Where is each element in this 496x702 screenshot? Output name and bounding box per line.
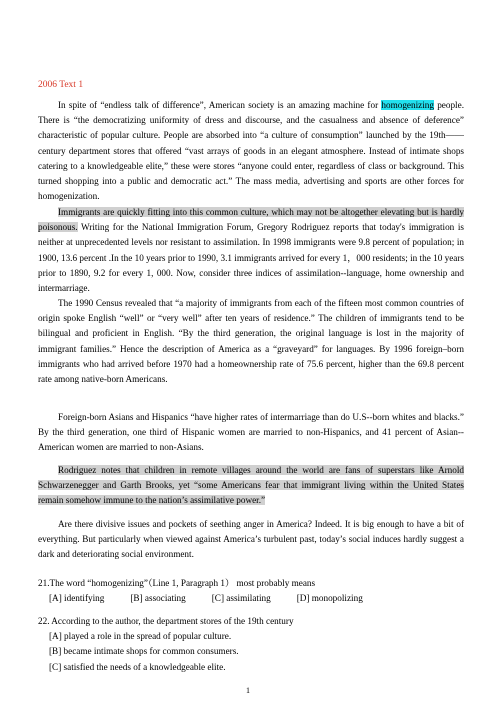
question-21-option-a: [A] identifying	[49, 593, 105, 604]
question-21-options	[38, 591, 468, 606]
paragraph-1-text-start: In spite of “endless talk of difference”, American society is an amazing machine for	[58, 100, 382, 110]
question-22-stem: 22. According to the author, the department stores of the 19th century	[38, 616, 294, 626]
question-21-stem: 21.The word “homogenizing”（Line 1, Paragraph 1） most probably means	[38, 578, 316, 588]
question-22-option-a: [A] played a role in the spread of popular culture.	[49, 631, 232, 642]
question-21	[38, 576, 468, 606]
paragraph-3: The 1990 Census revealed that “a majority of immigrants from each of the fifteen most common countries of origin spoke English “well” or “very well” after ten years of residence.” The children of immigrants tend to be bilingual and proficient in English. “By the third generation, the original language is lost in the majority of immigrant families.” Hence the description of America as a “graveyard” for languages. By 1996 foreign–born immigrants who had arrived before 1970 had a homeownership rate of 75.6 percent, higher than the 69.8 percent rate among native-born Americans.	[38, 298, 464, 385]
question-22-option-b: [B] became intimate shops for common consumers.	[49, 646, 239, 657]
paragraph-4: Foreign-born Asians and Hispanics “have higher rates of intermarriage than do U.S--born whites and blacks.” By the third generation, one third of Hispanic women are married to non-Hispanics, and 41 percent of Asian--American women are married to non-Asians.	[38, 412, 464, 453]
paragraph-6: Are there divisive issues and pockets of seething anger in America? Indeed. It is big enough to have a bit of everything. But particularly when viewed against America’s turbulent past, today’s social induces hardly suggest a dark and deteriorating social environment.	[38, 519, 464, 560]
highlighted-word-homogenizing: homogenizing	[381, 100, 434, 110]
paragraph-2	[38, 205, 464, 296]
page-number: 1	[246, 686, 250, 695]
question-21-option-b: [B] associating	[130, 593, 186, 604]
document-title: 2006 Text 1	[38, 80, 84, 90]
question-22	[38, 614, 468, 675]
highlighted-paragraph-rodriguez: Rodriguez notes that children in remote villages around the world are fans of superstars like Arnold Schwarzenegger and Garth Brooks, yet “some Americans fear that immigrant living within the United States remain somehow immune to the nation’s assimilative power.”	[38, 465, 464, 506]
highlighted-sentence-immigrants: Immigrants are quickly fitting into this common culture, which may not be altogether elevating but is hardly poisonous.	[38, 207, 464, 233]
question-22-option-c: [C] satisfied the needs of a knowledgeable elite.	[49, 661, 226, 672]
paragraph-5	[38, 463, 464, 509]
question-21-option-d: [D] monopolizing	[296, 593, 363, 604]
paragraph-1	[38, 98, 464, 204]
paragraph-1-text-end: people. There is “the democratizing uniformity of dress and discourse, and the casualness and absence of deference” characteristic of popular culture. People are absorbed into “a culture of consumption” launched by the 19th——century department stores that offered “vast arrays of goods in an elegant atmosphere. Instead of intimate shops catering to a knowledgeable elite,” these were stores “anyone could enter, regardless of class or background. This turned shopping into a public and democratic act.” The mass media, advertising and sports are other forces for homogenization.	[38, 100, 464, 202]
paragraph-2-text: Writing for the National Immigration Forum, Gregory Rodriguez reports that today's immigration is neither at unprecedented levels nor resistant to assimilation. In 1998 immigrants were 9.8 percent of population; in 1900, 13.6 percent .In the 10 years prior to 1990, 3.1 immigrants arrived for every 1，000 residents; in the 10 years prior to 1890, 9.2 for every 1, 000. Now, consider three indices of assimilation--language, home ownership and intermarriage.	[38, 222, 464, 294]
question-21-option-c: [C] assimilating	[211, 593, 271, 604]
